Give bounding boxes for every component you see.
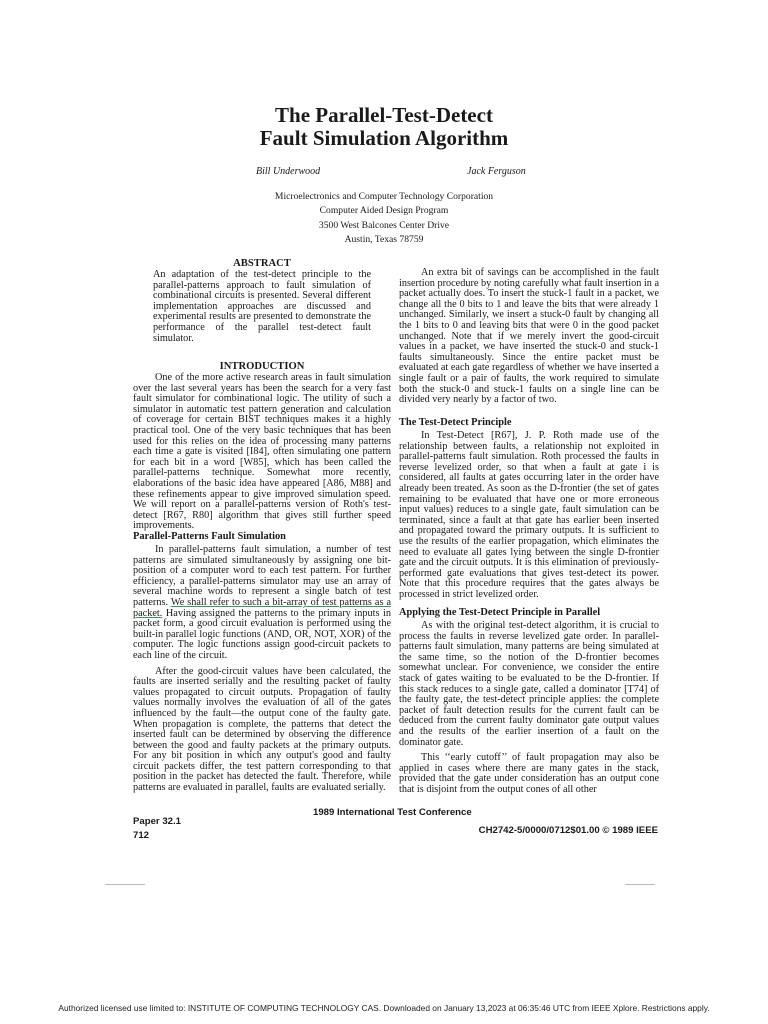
applying-test-detect-heading: Applying the Test-Detect Principle in Parallel [399, 607, 601, 618]
scan-artifact [625, 884, 655, 885]
paragraph: After the good-circuit values have been calculated, the faults are inserted serially and the resulting packet of faulty values propagated to circuit outputs. Propagation of faulty values normally involves the evaluation of all of the gates influenced by the fault—the output cone of the faulty gate. When propagation is complete, the patterns that detect the inserted fault can be determined by observing the difference between the good and faulty packets at the primary outputs. For any bit position in which any output's good and faulty circuit packets differ, the test pattern corresponding to that position in the packet has detected the fault. Therefore, while patterns are evaluated in parallel, faults are evaluated serially. [133, 665, 391, 794]
highlighted-text: We shall refer to such a bit-array of test patterns as a packet. [133, 596, 391, 619]
scan-artifact [105, 884, 145, 885]
paragraph [133, 545, 391, 662]
license-notice: Authorized licensed use limited to: INSTITUTE OF COMPUTING TECHNOLOGY CAS. Downloaded on January 13,2023 at 06:35:46 UTC from IEEE Xplore. Restrictions apply. [58, 1003, 710, 1013]
test-detect-heading: The Test-Detect Principle [399, 417, 512, 428]
text: In parallel-patterns fault simulation, a number of test patterns are simulated simultaneously by assigning one bit-position of a computer word to each test pattern. For further efficiency, a parallel-patterns simulator may use an array of several machine words to represent a single batch of test patterns. [133, 544, 391, 608]
affiliation-line: Austin, Texas 78759 [344, 234, 424, 245]
applying-test-detect-section [399, 621, 659, 796]
affiliation-line: Microelectronics and Computer Technology Corporation [274, 191, 494, 202]
parallel-patterns-section [133, 545, 391, 794]
paragraph: One of the more active research areas in fault simulation over the last several years has been the search for a very fast fault simulator for combinational logic. The utility of such a simulator in automatic test pattern generation and calculation of coverage for certain BIST techniques makes it a highly practical tool. One of the very basic techniques that has been used for this relies on the idea of processing many patterns each time a gate is visited [I84], often simulating one pattern for each bit in a word [W85], which has been called the parallel-patterns technique. Somewhat more recently, elaborations of the basic idea have appeared [A86, M88] and these refinements appear to give improved simulation speed. We will report on a parallel-patterns version of Roth's test-detect [R67, R80] algorithm that gives still further speed improvements. [133, 372, 391, 532]
paper-title-line-2: Fault Simulation Algorithm [259, 126, 509, 150]
abstract-paragraph: An adaptation of the test-detect principle to the parallel-patterns approach to fault simulation of combinational circuits is presented. Several different implementation approaches are discussed and experimental results are presented to demonstrate the performance of the parallel test-detect fault simulator. [153, 269, 372, 344]
introduction-heading: INTRODUCTION [219, 361, 305, 372]
paper-number: Paper 32.1 [133, 816, 182, 827]
copyright-notice: CH2742-5/0000/0712$01.00 © 1989 IEEE [478, 825, 658, 836]
author-1: Bill Underwood [256, 166, 321, 177]
introduction-section [133, 373, 391, 532]
author-2: Jack Ferguson [467, 166, 526, 177]
conference-name: 1989 International Test Conference [313, 807, 472, 818]
parallel-patterns-heading: Parallel-Patterns Fault Simulation [133, 531, 286, 542]
fault-insertion-section [399, 268, 659, 406]
abstract-text [153, 270, 371, 344]
text: Having assigned the patterns to the primary inputs in packet form, a good circuit evaluation is performed using the built-in parallel logic functions (AND, OR, NOT, XOR) of the computer. The logic functions assign good-circuit packets to each line of the circuit. [133, 607, 391, 661]
paper-title-line-1: The Parallel-Test-Detect [275, 103, 493, 127]
test-detect-section [399, 431, 659, 601]
paragraph: In Test-Detect [R67], J. P. Roth made use of the relationship between faults, a relationship not exploited in parallel-patterns fault simulation. Roth processed the faults in reverse levelized order, so that when a fault at gate i is considered, all faults at gates occurring later in the order have already been treated. As soon as the D-frontier (the set of gates remaining to be evaluated that have one or more erroneous input values) reduces to a single gate, fault simulation can be terminated, since a fault at that gate has earlier been inserted and propagated toward the primary outputs. It is sufficient to use the results of the earlier propagation, which eliminates the need to evaluate all gates lying between the single D-frontier gate and the circuit outputs. It is this elimination of previously-performed gate evaluations that gives test-detect its power. Note that this procedure requires that the gates always be processed in strict levelized order. [399, 430, 659, 600]
affiliation-line: Computer Aided Design Program [319, 205, 449, 216]
affiliation-line: 3500 West Balcones Center Drive [318, 220, 450, 231]
paragraph: This ‘‘early cutoff’’ of fault propagation may also be applied in cases where there are many gates in the stack, provided that the gate under consideration has an output cone that is disjoint from the output cones of all other [399, 752, 659, 795]
abstract-heading: ABSTRACT [233, 258, 291, 269]
paragraph: As with the original test-detect algorithm, it is crucial to process the faults in reverse levelized gate order. In parallel-patterns fault simulation, many patterns are being simulated at the same time, so the notion of the D-frontier becomes somewhat unclear. For convenience, we consider the entire stack of gates waiting to be evaluated to be the D-frontier. If this stack reduces to a single gate, called a dominator [T74] of the faulty gate, the test-detect principle applies: the complete packet of fault detection results for the current fault can be deduced from the current faulty dominator gate output values and the results of the earlier insertion of a fault on the dominator gate. [399, 620, 659, 748]
paragraph: An extra bit of savings can be accomplished in the fault insertion procedure by noting carefully what fault insertion in a packet actually does. To insert the stuck-1 fault in a packet, we change all the 0 bits to 1 and leave the bits that were already 1 unchanged. Similarly, we insert a stuck-0 fault by changing all the 1 bits to 0 and leaving bits that were 0 in the good packet unchanged. Note that if we merely invert the good-circuit values in a packet, we have inserted the stuck-0 and stuck-1 faults simultaneously. Since the entire packet must be evaluated at each gate regardless of whether we have inserted a single fault or a pair of faults, the work required to simulate both the stuck-0 and stuck-1 faults on a single line can be divided very nearly by a factor of two. [399, 267, 659, 406]
page-number: 712 [133, 830, 150, 841]
